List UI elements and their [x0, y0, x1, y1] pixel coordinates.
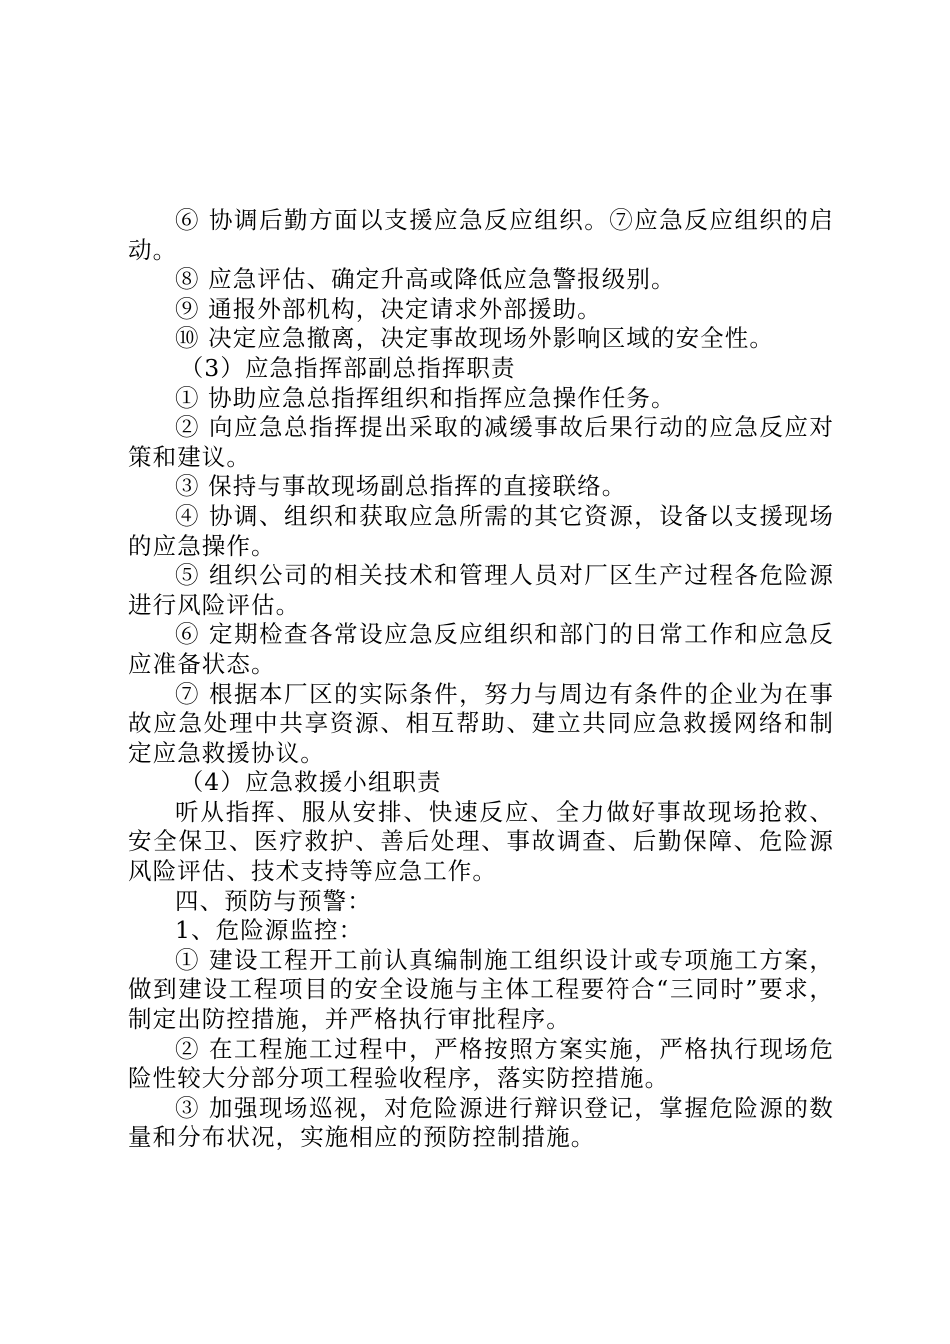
section-heading-deputy-commander: （3）应急指挥部副总指挥职责	[179, 353, 516, 382]
paragraph-mutual-aid-network: ⑦ 根据本厂区的实际条件，努力与周边有条件的企业为在事故应急处理中共享资源、相互帮助、建立共同应急救援网络和制定应急救援协议。	[128, 679, 834, 767]
paragraph-site-inspection: ③ 加强现场巡视，对危险源进行辩识登记，掌握危险源的数量和分布状况，实施相应的预防控制措施。	[128, 1093, 834, 1152]
paragraph-assist-commander: ① 协助应急总指挥组织和指挥应急操作任务。	[175, 383, 676, 412]
paragraph-emergency-assessment: ⑧ 应急评估、确定升高或降低应急警报级别。	[175, 265, 676, 294]
paragraph-logistics-startup: ⑥ 协调后勤方面以支援应急反应组织。⑦应急反应组织的启动。	[128, 206, 834, 264]
paragraph-coordinate-resources: ④ 协调、组织和获取应急所需的其它资源，设备以支援现场的应急操作。	[128, 501, 834, 560]
paragraph-rescue-team-duties: 听从指挥、服从安排、快速反应、全力做好事故现场抢救、安全保卫、医疗救护、善后处理、事故调查、后勤保障、危险源风险评估、技术支持等应急工作。	[128, 797, 834, 886]
section-heading-hazard-monitoring: 1、危险源监控：	[175, 916, 364, 945]
document-body	[128, 206, 834, 1153]
paragraph-propose-countermeasures: ② 向应急总指挥提出采取的减缓事故后果行动的应急反应对策和建议。	[128, 413, 834, 471]
paragraph-construction-plan: ① 建设工程开工前认真编制施工组织设计或专项施工方案，做到建设工程项目的安全设施与主体工程要符合“三同时”要求，制定出防控措施，并严格执行审批程序。	[128, 945, 834, 1034]
paragraph-construction-process: ② 在工程施工过程中，严格按照方案实施，严格执行现场危险性较大分部分项工程验收程序，落实防控措施。	[128, 1034, 834, 1093]
paragraph-risk-assessment: ⑤ 组织公司的相关技术和管理人员对厂区生产过程各危险源进行风险评估。	[128, 561, 834, 619]
paragraph-evacuation-decision: ⑩ 决定应急撤离，决定事故现场外影响区域的安全性。	[175, 324, 774, 353]
paragraph-maintain-contact: ③ 保持与事故现场副总指挥的直接联络。	[175, 472, 627, 501]
section-heading-prevention-warning: 四、预防与预警：	[175, 886, 372, 915]
paragraph-notify-external: ⑨ 通报外部机构，决定请求外部援助。	[175, 294, 602, 323]
section-heading-rescue-team: （4）应急救援小组职责	[179, 768, 442, 797]
paragraph-regular-inspection: ⑥ 定期检查各常设应急反应组织和部门的日常工作和应急反应准备状态。	[128, 620, 834, 678]
